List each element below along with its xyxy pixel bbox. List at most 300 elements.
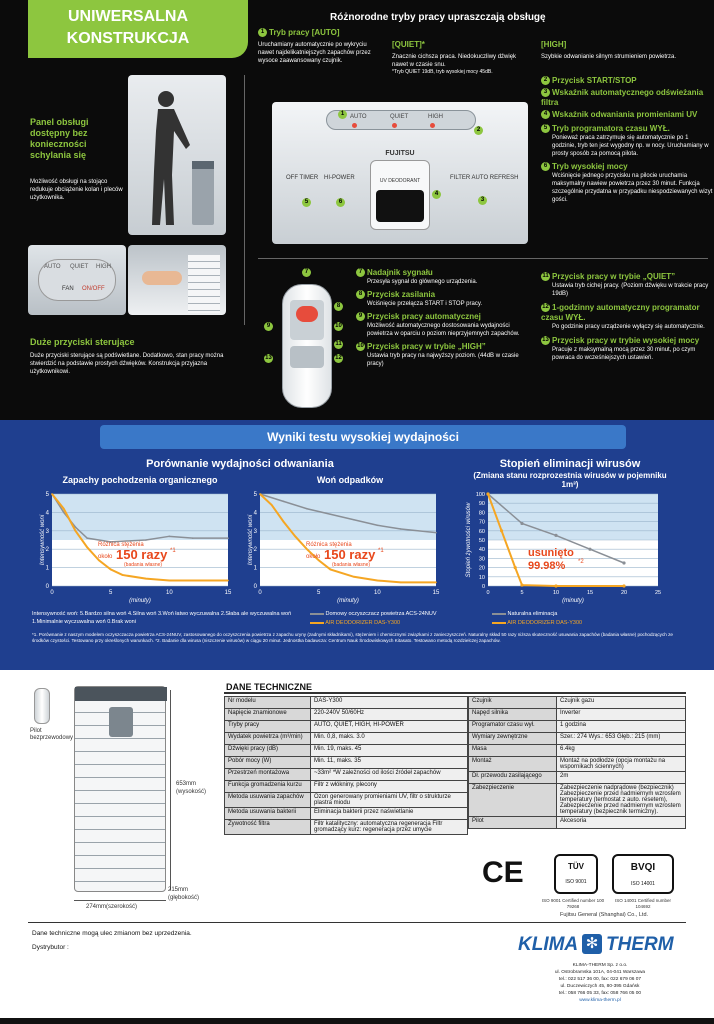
spec-key: Napięcie znamionowe xyxy=(225,709,311,721)
series-point xyxy=(169,580,171,582)
bottom-divider xyxy=(28,922,686,923)
specs-section xyxy=(0,670,714,1024)
remote-features-mid xyxy=(356,268,536,368)
series-point xyxy=(75,530,77,532)
y-tick-label: 2 xyxy=(45,547,49,554)
y-tick-label: 0 xyxy=(481,584,485,590)
spec-value: Inverter xyxy=(557,709,686,721)
page-subtitle: Różnorodne tryby pracy upraszczają obsługę xyxy=(330,12,546,23)
spec-key: Metoda usuwania zapachów xyxy=(225,793,311,808)
address-3: ul. Duczewiczych 45, 80-395 Gdańsk xyxy=(560,984,640,989)
spec-key: Żywotność filtra xyxy=(225,820,311,835)
series-point xyxy=(554,584,557,587)
spec-value: Szer.: 274 Wys.: 653 Głęb.: 215 (mm) xyxy=(557,733,686,745)
spec-row xyxy=(225,745,468,757)
series-point xyxy=(86,547,88,549)
series-point xyxy=(306,548,308,550)
page-title-line1: UNIWERSALNA xyxy=(68,8,188,25)
series-point xyxy=(353,576,355,578)
spec-row xyxy=(469,784,686,817)
mode-auto xyxy=(258,28,378,65)
series-point xyxy=(63,508,65,510)
series-point xyxy=(622,584,625,587)
spec-value: Eliminacja bakterii przez naświetlanie xyxy=(311,808,468,820)
y-tick-label: 50 xyxy=(478,538,485,544)
iso-note-1: ISO 9001 Certified number 100 79268 xyxy=(541,898,605,909)
spec-key: Zabezpieczenie xyxy=(469,784,557,817)
annotation-pre: około xyxy=(306,554,321,560)
person-silhouette-icon xyxy=(128,75,226,235)
mode-quiet-note: *Tryb QUIET 19dB, tryb wysokiej mocy 45dB. xyxy=(392,69,493,75)
virus-subtitle: (Zmiana stanu rozprozestnia wirusów w pojemniku 1m³) xyxy=(473,471,667,489)
series-point xyxy=(306,508,308,510)
y-tick-label: 1 xyxy=(45,565,49,572)
feature-10: 10 Przycisk pracy w trybie „HIGH” Ustawia tryb pracy na najwyższy poziom. (44dB w czasie pracy) xyxy=(356,342,536,368)
spec-row xyxy=(225,808,468,820)
logo-text-left: KLIMA xyxy=(518,934,579,955)
feature-12: 12 1-godzinny automatyczny programator czasu WYŁ. Po godzinie pracy urządzenie wyłączy się automatycznie. xyxy=(541,303,711,331)
y-tick-label: 4 xyxy=(45,510,49,517)
bvqi-logo xyxy=(612,854,674,894)
specs-title-underline xyxy=(224,692,686,694)
panel-brand: FUJITSU xyxy=(385,150,415,157)
spec-row xyxy=(225,697,468,709)
x-tick-label: 10 xyxy=(373,590,381,596)
series-point xyxy=(520,583,523,586)
spec-row xyxy=(225,757,468,769)
annotation-pre: około xyxy=(98,554,113,560)
y-tick-label: 60 xyxy=(478,528,485,535)
feature-4: 4 Wskaźnik odwaniania promieniami UV xyxy=(541,110,713,120)
plot-band xyxy=(52,494,228,540)
spec-row xyxy=(469,721,686,733)
series-point xyxy=(145,539,147,541)
series-point xyxy=(520,522,523,525)
series-point xyxy=(271,504,273,506)
title-tab xyxy=(28,0,248,58)
spec-key: Wydatek powietrza (m³/min) xyxy=(225,733,311,745)
address-4: tel.: 058 766 05 33, fax: 058 766 05 00 xyxy=(558,991,642,996)
mode-high-text: Szybkie odwanianie silnym strumieniem powietrza. xyxy=(541,54,677,60)
legend-c-label: Naturalna eliminacja xyxy=(507,611,558,617)
y-tick-label: 3 xyxy=(253,528,257,535)
series-point xyxy=(283,521,285,523)
y-tick-label: 1 xyxy=(253,565,257,572)
legend-b xyxy=(310,619,400,627)
series-point xyxy=(400,528,402,530)
buttons-text: Duże przyciski sterujące są podświetlane. Dodatkowo, stan pracy można stwierdzić na podstawie prostych dźwięków. Konstrukcja przyjazna użytkownikowi. xyxy=(30,353,224,375)
feature-9-text: Możliwość automatycznego dostosowania wydajności powietrza w oparciu o poziom nieprzyjemnych zapachów. xyxy=(367,323,520,337)
marker-9: 9 xyxy=(264,322,273,331)
page-title-line2: KONSTRUKCJA xyxy=(66,30,190,47)
mini-label-onoff: ON/OFF xyxy=(82,286,105,292)
series-point xyxy=(330,569,332,571)
results-title: Wyniki testu wysokiej wydajności xyxy=(267,430,459,444)
dim-width-line xyxy=(74,900,166,901)
feature-5-text: Ponieważ praca zatrzymuje się automatycznie po 1 godzinie, tryb ten jest wygodny np. w nocy. Uruchamiany w prosty sposób za pomocą pilota. xyxy=(552,135,709,157)
feature-2-title: Przycisk START/STOP xyxy=(552,76,637,85)
marker-8: 8 xyxy=(334,302,343,311)
specs-table-left xyxy=(224,696,468,835)
y-axis-label: Stopień żywotności wirusów xyxy=(466,502,472,578)
spec-row xyxy=(469,757,686,772)
feature-2: 2 Przycisk START/STOP xyxy=(541,76,713,86)
mode-quiet xyxy=(392,40,532,76)
dim-depth: 215mm (głębokość) xyxy=(168,887,200,901)
remote-small-photo xyxy=(34,688,50,724)
feature-10-text: Ustawia tryb pracy na najwyższy poziom. (44dB w czasie pracy) xyxy=(367,353,519,367)
series-point xyxy=(377,580,379,582)
series-point xyxy=(192,537,194,539)
feature-13-title: Przycisk pracy w trybie wysokiej mocy xyxy=(552,336,700,345)
panel-label-quiet: QUIET xyxy=(390,114,409,120)
panel-label-filter: FILTER AUTO REFRESH xyxy=(450,175,519,181)
annotation-sup: *2 xyxy=(578,559,584,565)
legend-b-label: AIR DEODORIZER DAS-Y300 xyxy=(325,620,401,626)
x-tick-label: 0 xyxy=(50,590,54,596)
series-point xyxy=(588,548,591,551)
y-tick-label: 5 xyxy=(253,492,257,498)
spec-key: Nr modelu xyxy=(225,697,311,709)
logo-text-right: THERM xyxy=(606,934,674,955)
series-point xyxy=(353,519,355,521)
legend-c-swatch xyxy=(492,613,506,615)
feature-7-text: Przesyła sygnał do głównego urządzenia. xyxy=(367,279,478,285)
spec-value: 6.4kg xyxy=(557,745,686,757)
y-tick-label: 2 xyxy=(253,547,257,554)
legend-a-swatch xyxy=(310,613,324,615)
series-point xyxy=(435,532,437,534)
spec-value: Filtr z włókniny, plecony xyxy=(311,781,468,793)
x-tick-label: 10 xyxy=(552,590,560,596)
tuv-text: TÜV xyxy=(568,862,584,871)
marker-2: 2 xyxy=(474,126,483,135)
distributor-label: Dystrybutor : xyxy=(32,944,69,951)
results-section xyxy=(0,420,714,670)
x-tick-label: 25 xyxy=(654,590,662,596)
mini-label-auto: AUTO xyxy=(44,264,61,270)
series-point xyxy=(554,534,557,537)
marker-1: 1 xyxy=(338,110,347,119)
y-tick-label: 5 xyxy=(45,492,49,498)
specs-table-right xyxy=(468,696,686,829)
chart1-title: Zapachy pochodzenia organicznego xyxy=(62,475,218,485)
y-tick-label: 0 xyxy=(45,584,49,590)
feature-6-text: Wciśnięcie jednego przycisku na pilocie uruchamia maksymalny nawiew powietrza przez 30 minut. Funkcja szczególnie przydatna w przypadku niespodziewanych wizyt gości. xyxy=(552,173,713,203)
marker-5: 5 xyxy=(302,198,311,207)
panel-label-high: HIGH xyxy=(428,114,443,120)
iso-note-2: ISO 14001 Certified number 104692 xyxy=(614,898,672,909)
panel-label-hi-power: HI-POWER xyxy=(324,175,355,181)
series-point xyxy=(330,513,332,515)
results-footnote: *1. Porównanie z naszym modelem oczyszczacza powietrza ACS-24NUV, zastosowanego do oczyszczenia powietrza z zapachu uryny (zadnymi składnikami), stężeniem i chemicznymi związkami z zanieczyszczeń. Naturalny skład 50 razy niższa skuteczność usuwania zapachów (badania własne) pochodzących ze środków czystości. Testowano przy określonych warunkach. *2. Badanie dla wirusa (niszczenie wirusów) w ciągu 20 minut. Jednostka badawcza: Centrum Nauk Środowiskowych Kitasato. Testowano metodą rozdzielczej zapachów. xyxy=(32,632,673,643)
mode-quiet-title: [QUIET]* xyxy=(392,40,425,49)
remote-caption: Pilot bezprzewodowy xyxy=(30,728,74,741)
virus-title: Stopień eliminacji wirusów xyxy=(499,458,641,470)
annotation-note: (badania własne) xyxy=(124,562,163,568)
mode-quiet-text: Znacznie cichsza praca. Niedokuczliwy dźwięk nawet w czasie snu. xyxy=(392,54,517,68)
features-list-right xyxy=(541,76,713,204)
bvqi-iso: ISO 14001 xyxy=(631,881,655,887)
feature-6: 6 Tryb wysokiej mocy Wciśnięcie jednego przycisku na pilocie uruchamia maksymalny nawiew powietrza przez 30 minut. Funkcja szczególnie przydatna w przypadku niespodziewanych wizyt gości. xyxy=(541,162,713,204)
series-point xyxy=(377,524,379,526)
marker-11: 11 xyxy=(335,341,342,347)
dim-height-line xyxy=(170,690,171,890)
spec-key: Dł. przewodu zasilającego xyxy=(469,772,557,784)
spec-key: Tryby pracy xyxy=(225,721,311,733)
feature-6-title: Tryb wysokiej mocy xyxy=(552,162,628,171)
address-1: ul. Ostrobramska 101A, 04-041 Warszawa xyxy=(554,970,646,975)
features-section xyxy=(0,0,714,420)
y-tick-label: 70 xyxy=(478,519,485,526)
mode-auto-text: Uruchamiany automatycznie po wykryciu nawet najdelikatniejszych zapachów przez wysoce zaawansowany czujnik. xyxy=(258,42,371,64)
spec-key: Przestrzeń montażowa xyxy=(225,769,311,781)
spec-value: 1 godzina xyxy=(557,721,686,733)
spec-row xyxy=(225,709,468,721)
series-point xyxy=(486,492,489,495)
device-photo xyxy=(74,686,166,892)
disclaimer: Dane techniczne mogą ulec zmianom bez uprzedzenia. xyxy=(32,930,192,937)
x-tick-label: 15 xyxy=(432,590,440,596)
marker-13: 13 xyxy=(265,355,272,361)
spec-key: Dźwięki pracy (dB) xyxy=(225,745,311,757)
series-point xyxy=(86,537,88,539)
series-point xyxy=(294,536,296,538)
panel-label-off-timer: OFF TIMER xyxy=(286,175,319,181)
x-tick-label: 5 xyxy=(520,590,524,596)
y-tick-label: 10 xyxy=(478,574,485,581)
legend-scale: Intensywność woń: 5.Bardzo silna woń 4.Silna woń 3.Woń łatwo wyczuwalna 2.Słaba ale wyczuwalna woń 1.Minimalnie wyczuwalna woń 0.Brak woni xyxy=(32,611,292,625)
spec-value: Ozon generowany promieniami UV, filtr o strukturze plastra miodu xyxy=(311,793,468,808)
spec-key: Programator czasu wył. xyxy=(469,721,557,733)
spec-key: Pobór mocy (W) xyxy=(225,757,311,769)
series-point xyxy=(51,493,53,495)
marker-7: 7 xyxy=(302,268,311,277)
annotation-value: 150 razy xyxy=(116,547,168,562)
feature-9-title: Przycisk pracy automatycznej xyxy=(367,312,481,321)
hand-photo xyxy=(128,245,226,315)
spec-value: ~33m² *W zależności od ilości źródeł zapachów xyxy=(311,769,468,781)
logo-snowflake-icon: ✻ xyxy=(582,934,602,954)
legend-d-swatch xyxy=(492,622,506,624)
spec-key: Pilot xyxy=(469,817,557,829)
feature-7: 7 Nadajnik sygnału Przesyła sygnał do głównego urządzenia. xyxy=(356,268,536,286)
spec-row xyxy=(469,745,686,757)
y-tick-label: 3 xyxy=(45,528,49,535)
series-point xyxy=(283,501,285,503)
klimatherm-logo xyxy=(518,934,678,956)
spec-row xyxy=(469,709,686,721)
y-axis-label: Intensywność woni xyxy=(248,514,254,566)
x-axis-label: (minuty) xyxy=(129,598,151,604)
annotation-sup: *1 xyxy=(170,548,176,554)
address-2: tel.: 022 517 36 00, fax: 022 679 06 07 xyxy=(558,977,642,982)
spec-row xyxy=(469,733,686,745)
device-panel-photo xyxy=(272,102,528,244)
spec-key: Funkcja gromadzenia kurzu xyxy=(225,781,311,793)
y-tick-label: 90 xyxy=(478,501,485,508)
series-point xyxy=(192,580,194,582)
annotation-note: (badania własne) xyxy=(332,562,371,568)
remote-features-right xyxy=(541,272,711,362)
feature-7-title: Nadajnik sygnału xyxy=(367,268,433,277)
series-point xyxy=(227,537,229,539)
annotation-line1: usunięto xyxy=(528,547,574,559)
annotation-value: 150 razy xyxy=(324,547,376,562)
feature-12-text: Po godzinie pracy urządzenie wyłączy się automatycznie. xyxy=(552,324,705,330)
x-axis-label: (minuty) xyxy=(337,598,359,604)
annotation-line1: Różnica stężenia xyxy=(98,542,144,548)
series-point xyxy=(110,569,112,571)
series-point xyxy=(145,578,147,580)
chart-waste xyxy=(244,486,444,606)
feature-3: 3 Wskaźnik automatycznego odświeżania filtra xyxy=(541,88,704,107)
spec-key: Napęd silnika xyxy=(469,709,557,721)
y-tick-label: 4 xyxy=(253,510,257,517)
feature-3-title: Wskaźnik automatycznego odświeżania filtra xyxy=(541,88,704,107)
feature-5-title: Tryb programatora czasu WYŁ. xyxy=(552,124,670,133)
y-tick-label: 40 xyxy=(478,547,485,554)
spec-value: 2m xyxy=(557,772,686,784)
divider-vertical xyxy=(244,75,245,325)
panel-heading: Panel obsługi dostępny bez konieczności schylania się xyxy=(30,117,89,160)
y-tick-label: 20 xyxy=(478,565,485,572)
series-point xyxy=(227,580,229,582)
tuv-logo xyxy=(554,854,598,894)
spec-row xyxy=(469,817,686,829)
person-photo xyxy=(128,75,226,235)
bvqi-text: BVQI xyxy=(630,862,656,873)
spec-value: Filtr katalityczny: automatyczna regeneracja Filtr gromadzący kurz: regeneracja przez umycie xyxy=(311,820,468,835)
legend-b-swatch xyxy=(310,622,324,624)
spec-key: Wymiary zewnętrzne xyxy=(469,733,557,745)
series-point xyxy=(622,561,625,564)
x-tick-label: 20 xyxy=(620,590,628,596)
chart-virus xyxy=(462,482,677,607)
feature-13-text: Pracuje z maksymalną mocą przez 30 minut, po czym powraca do wcześniejszych ustawień. xyxy=(552,347,696,361)
manufacturer: Fujitsu General (Shanghai) Co., Ltd. xyxy=(560,912,649,918)
mode-high-title: [HIGH] xyxy=(541,40,567,49)
spec-key: Metoda usuwania bakterii xyxy=(225,808,311,820)
feature-11-title: Przycisk pracy w trybie „QUIET” xyxy=(552,272,676,281)
spec-key: Montaż xyxy=(469,757,557,772)
feature-8-title: Przycisk zasilania xyxy=(367,290,436,299)
remote-photo xyxy=(265,266,350,416)
feature-5: 5 Tryb programatora czasu WYŁ. Ponieważ praca zatrzymuje się automatycznie po 1 godzinie, tryb ten jest wygodny np. w nocy. Uruchamiany w prosty sposób za pomocą pilota. xyxy=(541,124,713,158)
feature-8-text: Wciśnięcie przełącza START i STOP pracy. xyxy=(367,301,483,307)
buttons-photo xyxy=(28,245,126,315)
chart-organic xyxy=(36,486,236,606)
specs-title: DANE TECHNICZNE xyxy=(226,682,313,692)
y-tick-label: 100 xyxy=(475,492,485,498)
spec-value: AUTO, QUIET, HIGH, HI-POWER xyxy=(311,721,468,733)
y-tick-label: 30 xyxy=(478,556,485,563)
dim-height: 653mm (wysokość) xyxy=(176,781,207,795)
plot-band xyxy=(260,494,436,540)
panel-label-auto: AUTO xyxy=(350,114,367,120)
feature-10-title: Przycisk pracy w trybie „HIGH” xyxy=(367,342,486,351)
annotation-line1: Różnica stężenia xyxy=(306,542,352,548)
x-tick-label: 15 xyxy=(224,590,232,596)
feature-13: 13 Przycisk pracy w trybie wysokiej mocy Pracuje z maksymalną mocą przez 30 minut, po czym powraca do wcześniejszych ustawień. xyxy=(541,336,711,362)
spec-value: 220-240V 50/60Hz xyxy=(311,709,468,721)
spec-row xyxy=(225,781,468,793)
y-tick-label: 80 xyxy=(478,510,485,517)
series-point xyxy=(400,582,402,584)
bottom-bar xyxy=(0,1018,714,1024)
annotation-value: 99.98% xyxy=(528,560,566,572)
series-point xyxy=(259,493,261,495)
spec-value: Akcesoria xyxy=(557,817,686,829)
feature-11: 11 Przycisk pracy w trybie „QUIET” Ustawia tryb cichej pracy. (Poziom dźwięku w trakcie pracy 19dB) xyxy=(541,272,711,298)
series-point xyxy=(169,536,171,538)
mini-label-fan: FAN xyxy=(62,286,74,292)
x-tick-label: 10 xyxy=(165,590,173,596)
spec-value: Zabezpieczenie nadprądowe (bezpiecznik) Zabezpieczenie przed nadmiernym wzrostem temperatury (termostat z auto. resetem), Zabezpieczenie przed nadmiernym wzrostem temperatury (bezpiecznik termiczny). xyxy=(557,784,686,817)
x-tick-label: 15 xyxy=(586,590,594,596)
series-point xyxy=(500,529,503,532)
mode-high xyxy=(541,40,711,61)
spec-row xyxy=(225,733,468,745)
spec-key: Masa xyxy=(469,745,557,757)
deod-title: Porównanie wydajności odwaniania xyxy=(146,458,334,470)
tuv-iso: ISO 9001 xyxy=(565,879,587,885)
website-link[interactable]: www.klima-therm.pl xyxy=(579,998,621,1003)
spec-value: Min. 19, maks. 45 xyxy=(311,745,468,757)
feature-11-text: Ustawia tryb cichej pracy. (Poziom dźwięku w trakcie pracy 19dB) xyxy=(552,283,709,297)
x-tick-label: 0 xyxy=(258,590,262,596)
spec-row xyxy=(225,820,468,835)
spec-value: Min. 0,8, maks. 3.0 xyxy=(311,733,468,745)
mode-auto-title: 1 Tryb pracy [AUTO] xyxy=(258,28,378,38)
marker-12: 12 xyxy=(335,355,342,361)
legend-a xyxy=(310,610,436,618)
feature-12-title: 1-godzinny automatyczny programator czasu WYŁ. xyxy=(541,303,700,322)
spec-row xyxy=(469,697,686,709)
feature-8: 8 Przycisk zasilania Wciśnięcie przełącza START i STOP pracy. xyxy=(356,290,536,308)
marker-3: 3 xyxy=(478,196,487,205)
series-point xyxy=(435,582,437,584)
x-tick-label: 5 xyxy=(316,590,321,596)
spec-row xyxy=(225,769,468,781)
spec-value: DAS-Y300 xyxy=(311,697,468,709)
legend-a-label: Domowy oczyszczacz powietrza ACS-24NUV xyxy=(325,611,437,617)
spec-value: Montaż na podłodze (opcja montażu na wspornikach ściennych) xyxy=(557,757,686,772)
spec-key: Czujnik xyxy=(469,697,557,709)
x-axis-label: (minuty) xyxy=(562,598,584,604)
marker-10: 10 xyxy=(335,323,342,329)
mode-auto-title-text: Tryb pracy [AUTO] xyxy=(269,28,340,37)
annotation-sup: *1 xyxy=(378,548,384,554)
mini-label-quiet: QUIET xyxy=(70,264,89,270)
ce-mark: CE xyxy=(482,856,524,889)
legend-d-label: AIR DEODORIZER DAS-Y300 xyxy=(507,620,583,626)
marker-6: 6 xyxy=(336,198,345,207)
company-address xyxy=(520,962,680,1004)
spec-row xyxy=(225,721,468,733)
panel-text: Możliwość obsługi na stojąco redukuje obciążenie kolan i pleców użytkownika. xyxy=(30,179,123,201)
spec-row xyxy=(469,772,686,784)
chart2-title: Woń odpadków xyxy=(316,475,384,485)
feature-9: 9 Przycisk pracy automatycznej Możliwość automatycznego dostosowania wydajności powietrza w oparciu o poziom nieprzyjemnych zapachów. xyxy=(356,312,536,338)
company-name: KLIMA-THERM Sp. z o.o. xyxy=(572,963,628,968)
legend-c xyxy=(492,610,557,618)
spec-value: Min. 11, maks. 35 xyxy=(311,757,468,769)
x-tick-label: 0 xyxy=(486,590,490,596)
legend-d xyxy=(492,619,582,627)
spec-value: Czujnik gazu xyxy=(557,697,686,709)
feature-4-title: Wskaźnik odwaniania promieniami UV xyxy=(552,110,698,119)
